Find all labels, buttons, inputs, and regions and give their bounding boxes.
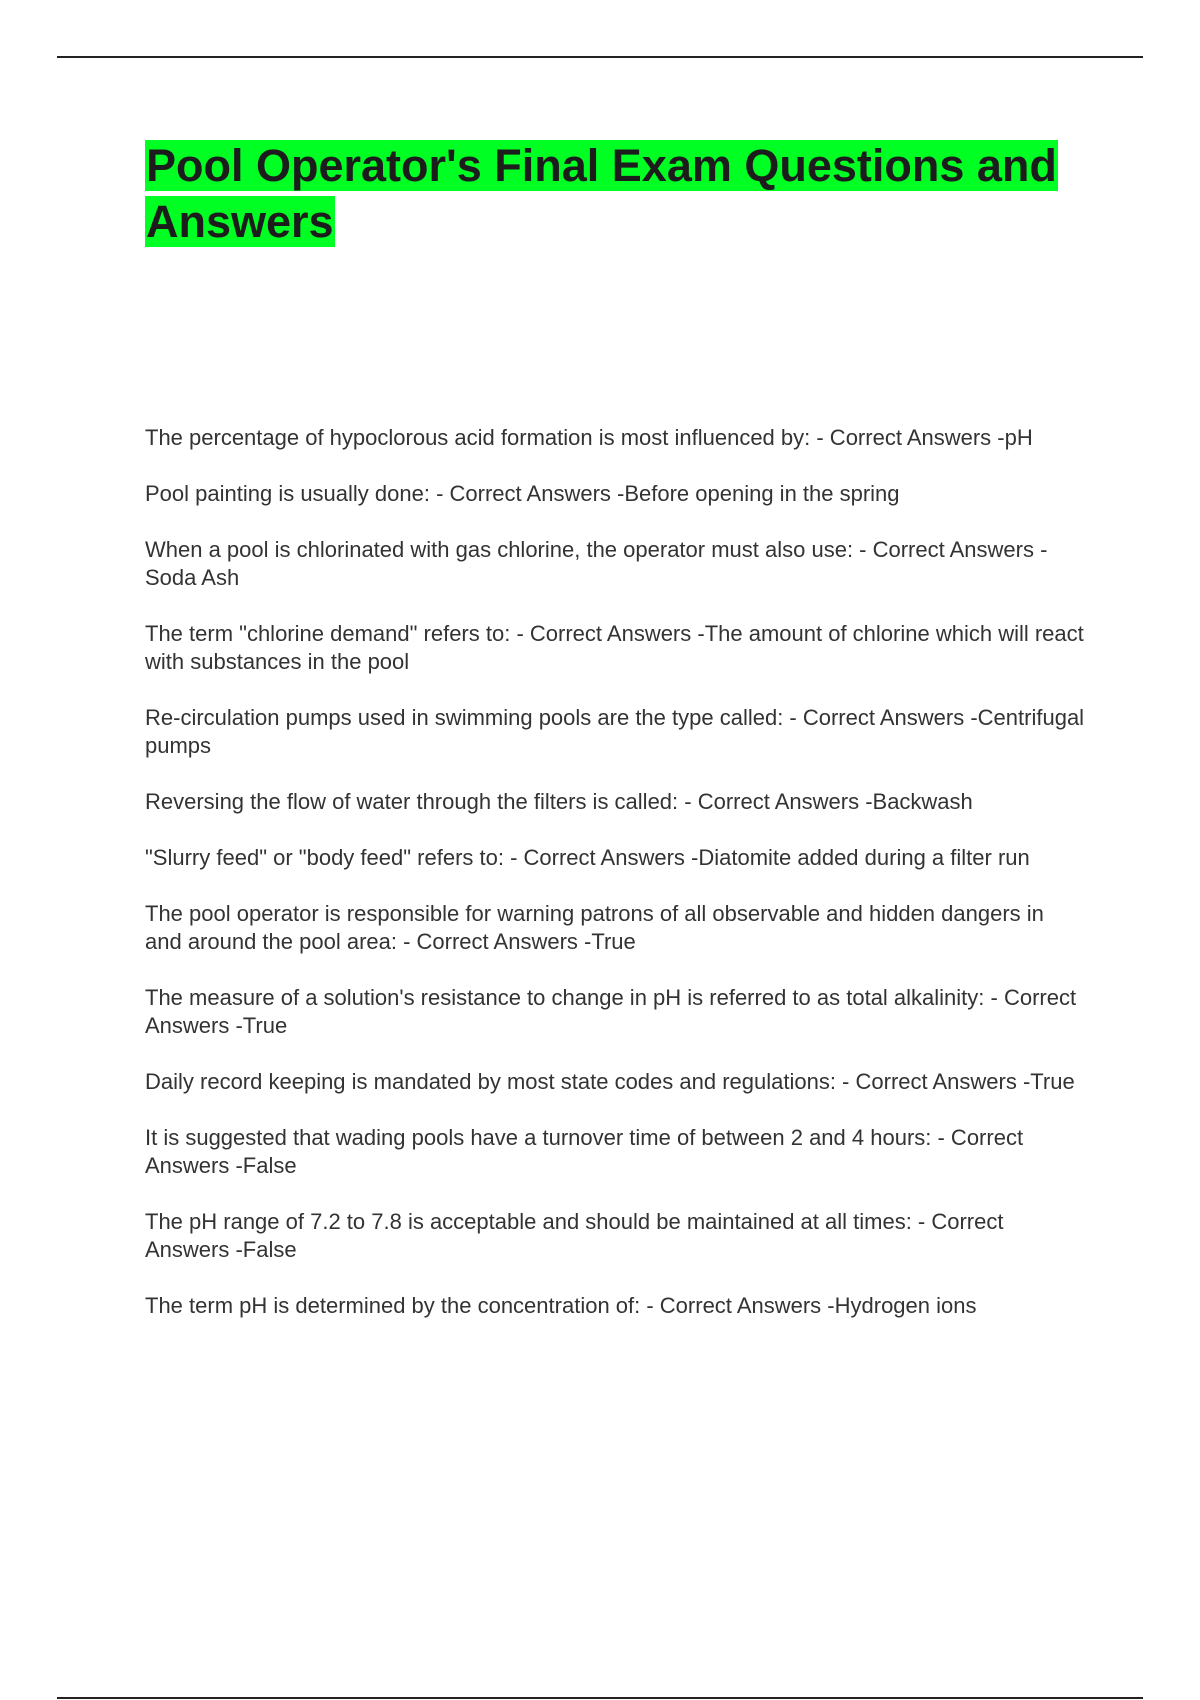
header-rule bbox=[57, 56, 1143, 58]
qa-item-11: It is suggested that wading pools have a turnover time of between 2 and 4 hours: - Correct Answers -False bbox=[145, 1125, 1024, 1178]
qa-item-3: When a pool is chlorinated with gas chlorine, the operator must also use: - Correct Answers -Soda Ash bbox=[145, 537, 1048, 590]
qa-item-13: The term pH is determined by the concentration of: - Correct Answers -Hydrogen ions bbox=[145, 1293, 977, 1318]
qa-item-9: The measure of a solution's resistance to change in pH is referred to as total alkalinity: - Correct Answers -True bbox=[145, 985, 1077, 1038]
title-highlight: Pool Operator's Final Exam Questions and Answers bbox=[146, 140, 1057, 247]
qa-item-4: The term "chlorine demand" refers to: - Correct Answers -The amount of chlorine which will react with substances in the pool bbox=[145, 621, 1084, 674]
qa-item-8: The pool operator is responsible for warning patrons of all observable and hidden dangers in and around the pool area: - Correct Answers -True bbox=[145, 901, 1044, 954]
qa-item-12: The pH range of 7.2 to 7.8 is acceptable and should be maintained at all times: - Correct Answers -False bbox=[145, 1209, 1004, 1262]
qa-item-5: Re-circulation pumps used in swimming pools are the type called: - Correct Answers -Centrifugal pumps bbox=[145, 705, 1085, 758]
qa-item-6: Reversing the flow of water through the filters is called: - Correct Answers -Backwash bbox=[145, 789, 973, 814]
qa-list bbox=[145, 424, 1085, 1348]
qa-item-2: Pool painting is usually done: - Correct Answers -Before opening in the spring bbox=[145, 481, 900, 506]
qa-item-1: The percentage of hypoclorous acid formation is most influenced by: - Correct Answers -pH bbox=[145, 425, 1033, 450]
qa-item-7: "Slurry feed" or "body feed" refers to: - Correct Answers -Diatomite added during a filter run bbox=[145, 845, 1030, 870]
document-title bbox=[145, 138, 1095, 250]
qa-item-10: Daily record keeping is mandated by most state codes and regulations: - Correct Answers -True bbox=[145, 1069, 1075, 1094]
footer-rule bbox=[57, 1697, 1143, 1699]
